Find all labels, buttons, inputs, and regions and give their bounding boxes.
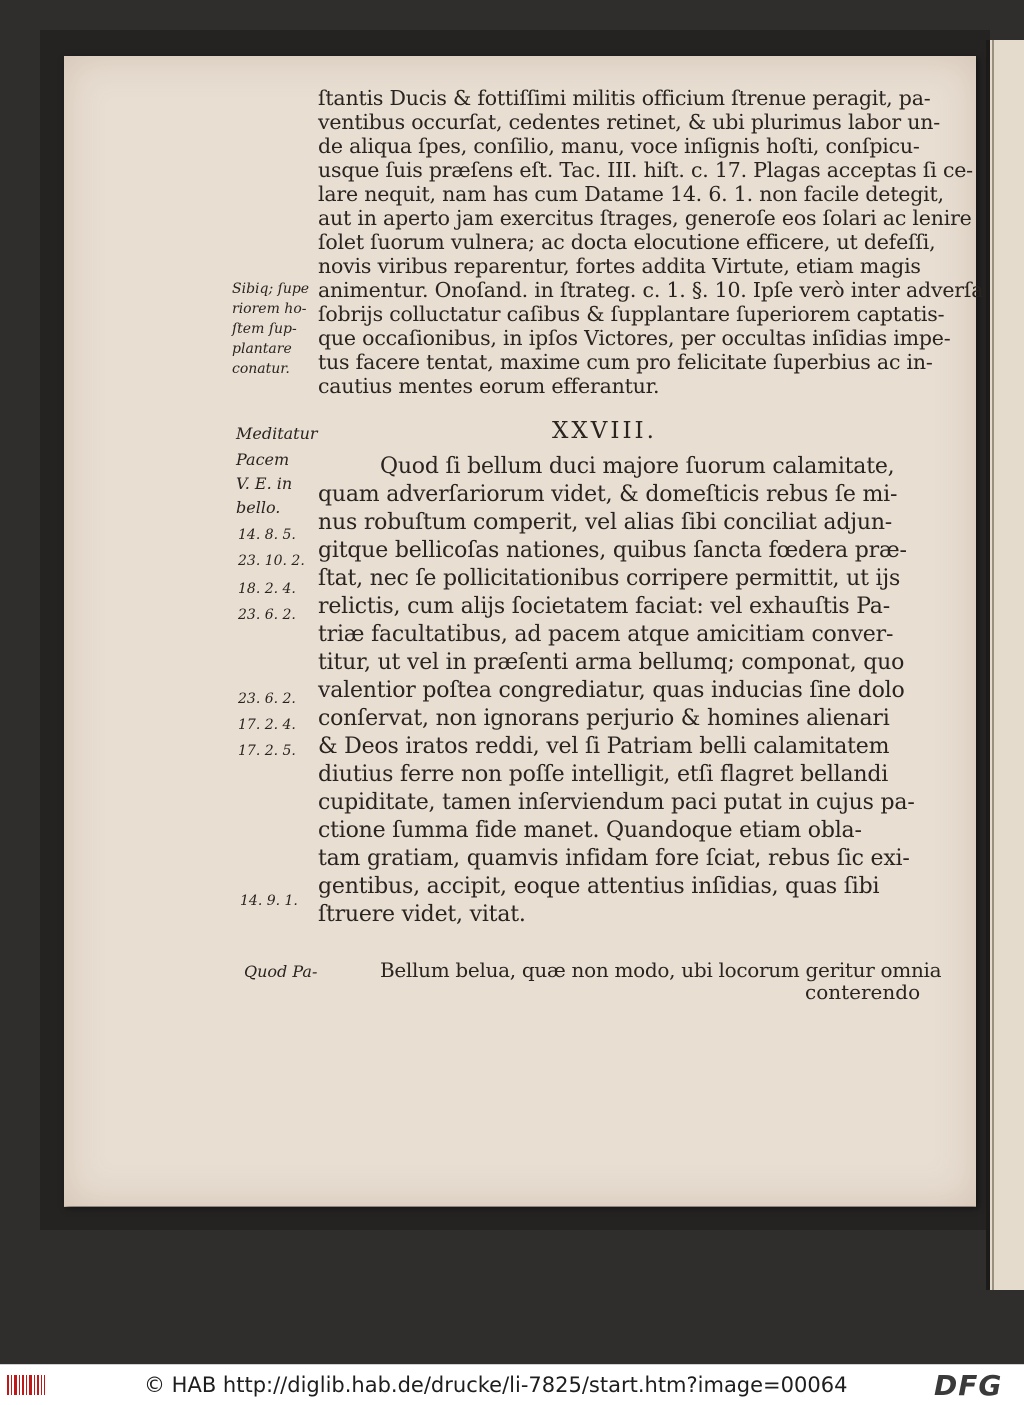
text-line: relictis, cum alijs ſocietatem faciat: vel exhauſtis Pa-	[318, 594, 890, 619]
margin-ref: 17. 2. 4.	[238, 717, 296, 733]
text-line: nus robuſtum comperit, vel alias ſibi conciliat adjun-	[318, 510, 893, 535]
margin-note: riorem ho-	[232, 301, 307, 317]
margin-note: Sibiq; ſupe	[232, 281, 310, 297]
margin-ref: 17. 2. 5.	[238, 743, 296, 759]
text-line: gentibus, accipit, eoque attentius inſidias, quas ſibi	[318, 874, 880, 899]
text-line: tam gratiam, quamvis infidam fore ſciat, rebus ſic exi-	[318, 846, 910, 871]
text-line: lare nequit, nam has cum Datame 14. 6. 1. non facile detegit,	[318, 182, 944, 206]
text-line: quam adverſariorum videt, & domeſticis rebus ſe mi-	[318, 482, 898, 507]
catch-line: Bellum belua, quæ non modo, ubi locorum geritur omnia	[380, 958, 942, 982]
margin-note: ſtem ſup-	[232, 321, 297, 337]
margin-ref: 14. 8. 5.	[238, 527, 296, 543]
text-line: novis viribus reparentur, fortes addita Virtute, etiam magis	[318, 254, 921, 278]
text-line: Quod ſi bellum duci majore ſuorum calamitate,	[380, 454, 895, 479]
text-line: triæ facultatibus, ad pacem atque amicitiam conver-	[318, 622, 894, 647]
text-line: tus facere tentat, maxime cum pro felicitate ſuperbius ac in-	[318, 350, 933, 374]
margin-note: Pacem	[236, 450, 290, 469]
dfg-logo: DFG	[934, 1369, 1003, 1402]
margin-note: Quod Pa-	[244, 962, 318, 981]
text-line: ſtantis Ducis & fottiſſimi militis officium ſtrenue peragit, pa-	[318, 86, 931, 110]
footer-bar	[0, 1364, 1024, 1405]
text-line: & Deos iratos reddi, vel ſi Patriam belli calamitatem	[318, 734, 890, 759]
copyright-link[interactable]: © HAB http://diglib.hab.de/drucke/li-7825/start.htm?image=00064	[144, 1373, 848, 1397]
text-line: ventibus occurſat, cedentes retinet, & ubi plurimus labor un-	[318, 110, 941, 134]
text-line: aut in aperto jam exercitus ſtrages, generoſe eos ſolari ac lenire	[318, 206, 972, 230]
text-line: conſervat, non ignorans perjurio & homines alienari	[318, 706, 890, 731]
margin-note: Meditatur	[236, 424, 318, 443]
text-line: gitque bellicoſas nationes, quibus ſancta fœdera præ-	[318, 538, 907, 563]
text-line: ſobrijs colluctatur caſibus & ſupplantare ſuperiorem captatis-	[318, 302, 945, 326]
margin-note: conatur.	[232, 361, 290, 377]
margin-note: V. E. in	[236, 474, 293, 493]
margin-ref: 23. 6. 2.	[238, 691, 296, 707]
text-line: cupiditate, tamen inſerviendum paci putat in cujus pa-	[318, 790, 915, 815]
text-line: ctione ſumma fide manet. Quandoque etiam obla-	[318, 818, 862, 843]
margin-ref: 14. 9. 1.	[240, 893, 298, 909]
text-line: titur, ut vel in præſenti arma bellumq; componat, quo	[318, 650, 905, 675]
hab-barcode-icon	[6, 1372, 46, 1398]
text-line: usque ſuis præſens eſt. Tac. III. hiſt. c. 17. Plagas acceptas ſi ce-	[318, 158, 973, 182]
margin-ref: 18. 2. 4.	[238, 581, 296, 597]
text-line: diutius ferre non poſſe intelligit, etſi flagret bellandi	[318, 762, 889, 787]
text-line: animentur. Onoſand. in ſtrateg. c. 1. §. 10. Ipſe verò inter adverſa	[318, 278, 984, 302]
margin-ref: 23. 6. 2.	[238, 607, 296, 623]
text-line: ſtat, nec ſe pollicitationibus corripere permittit, ut ijs	[318, 566, 901, 591]
next-page-edge-line	[992, 40, 994, 1290]
text-line: ſtruere videt, vitat.	[318, 902, 526, 927]
text-line: que occaſionibus, in ipſos Victores, per occultas inſidias impe-	[318, 326, 951, 350]
text-line: cautius mentes eorum efferantur.	[318, 374, 660, 398]
margin-ref: 23. 10. 2.	[238, 553, 305, 569]
text-line: valentior poſtea congrediatur, quas inducias ſine dolo	[318, 678, 905, 703]
section-heading: XXVIII.	[552, 418, 657, 444]
margin-note: plantare	[232, 341, 292, 357]
catchword: conterendo	[805, 980, 921, 1004]
text-line: de aliqua ſpes, conſilio, manu, voce inſignis hoſti, conſpicu-	[318, 134, 920, 158]
margin-note: bello.	[236, 498, 281, 517]
text-line: ſolet ſuorum vulnera; ac docta elocutione efficere, ut defeſſi,	[318, 230, 936, 254]
